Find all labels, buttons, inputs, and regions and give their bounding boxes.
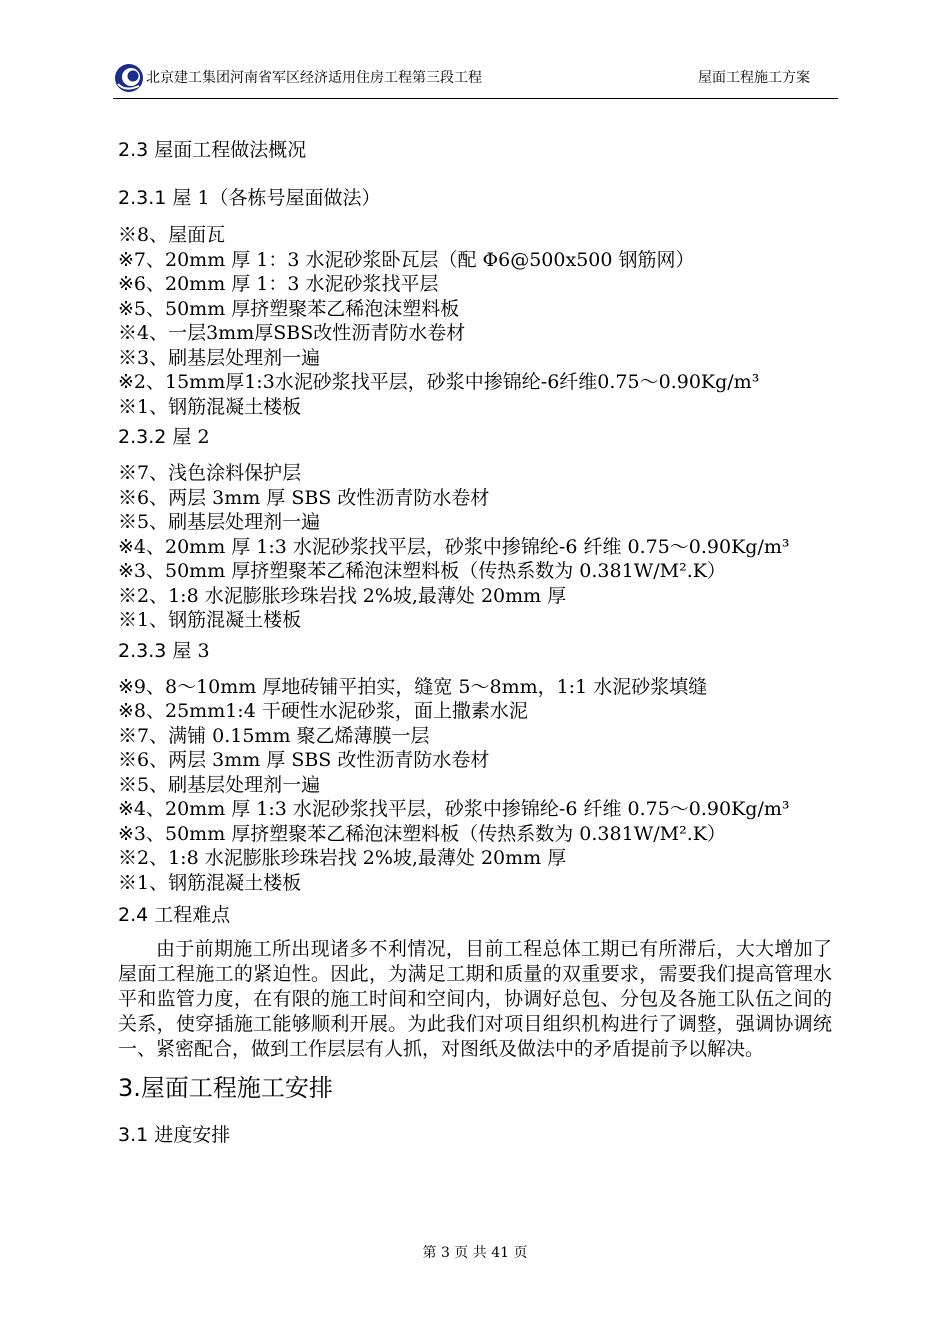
list-item: ※7、20mm 厚 1：3 水泥砂浆卧瓦层（配 Φ6@500x500 钢筋网） <box>118 248 695 271</box>
list-item: ※1、钢筋混凝土楼板 <box>118 609 302 631</box>
list-item: ※3、50mm 厚挤塑聚苯乙稀泡沫塑料板（传热系数为 0.381W/M².K） <box>118 560 726 582</box>
list-item: ※2、15mm厚1:3水泥砂浆找平层，砂浆中掺锦纶-6纤维0.75～0.90Kg/m³ <box>118 371 760 393</box>
list-item: ※5、50mm 厚挤塑聚苯乙稀泡沫塑料板 <box>118 297 460 320</box>
section-2-3-3-label: 屋 3 <box>166 639 210 662</box>
list-item: ※2、1:8 水泥膨胀珍珠岩找 2%坡,最薄处 20mm 厚 <box>118 584 567 607</box>
section-2-3-1-number: 2.3.1 <box>118 187 167 209</box>
main-content <box>118 138 838 1147</box>
page-header <box>113 58 838 99</box>
section-2-4-title: 2.4 工程难点 <box>118 904 231 926</box>
page-footer: 第 3 页 共 41 页 <box>422 1245 528 1261</box>
section-2-3-2-title <box>118 425 838 449</box>
list-item: ※2、1:8 水泥膨胀珍珠岩找 2%坡,最薄处 20mm 厚 <box>118 847 567 869</box>
chapter-3-title: 3.屋面工程施工安排 <box>118 1074 333 1102</box>
section-2-3-2-number: 2.3.2 <box>118 426 167 448</box>
list-item: ※7、满铺 0.15mm 聚乙烯薄膜一层 <box>118 724 430 747</box>
list-item: ※3、50mm 厚挤塑聚苯乙稀泡沫塑料板（传热系数为 0.381W/M².K） <box>118 822 726 845</box>
company-logo-icon <box>113 62 145 94</box>
section-2-3-title: 2.3 屋面工程做法概况 <box>118 139 307 161</box>
list-item: ※7、浅色涂料保护层 <box>118 462 302 484</box>
section-2-3-3-title <box>118 639 838 663</box>
header-document-title: 屋面工程施工方案 <box>698 70 810 86</box>
list-item: ※6、两层 3mm 厚 SBS 改性沥青防水卷材 <box>118 749 490 771</box>
section-3-1-title: 3.1 进度安排 <box>118 1124 231 1146</box>
list-item: ※5、刷基层处理剂一遍 <box>118 511 321 533</box>
list-item: ※4、一层3mm厚SBS改性沥青防水卷材 <box>118 322 466 344</box>
list-item: ※8、25mm1:4 干硬性水泥砂浆，面上撒素水泥 <box>118 700 528 722</box>
list-item: ※8、屋面瓦 <box>118 224 226 246</box>
list-item: ※1、钢筋混凝土楼板 <box>118 871 302 894</box>
section-2-3-3-number: 2.3.3 <box>118 639 167 662</box>
list-item: ※1、钢筋混凝土楼板 <box>118 395 302 418</box>
list-item: ※5、刷基层处理剂一遍 <box>118 773 321 796</box>
section-2-4-paragraph: 由于前期施工所出现诸多不利情况，目前工程总体工期已有所滞后，大大增加了屋面工程施工的紧迫性。因此，为满足工期和质量的双重要求，需要我们提高管理水平和监管力度，在有限的施工时间和空间内，协调好总包、分包及各施工队伍之间的关系，使穿插施工能够顺利开展。为此我们对项目组织机构进行了调整，强调协调统一、紧密配合，做到工作层层有人抓，对图纸及做法中的矛盾提前予以解决。 <box>118 938 832 1060</box>
roof-1-layer-list <box>118 223 838 419</box>
list-item: ※4、20mm 厚 1:3 水泥砂浆找平层，砂浆中掺锦纶-6 纤维 0.75～0.90Kg/m³ <box>118 535 790 558</box>
section-2-3-1-label: 屋 1（各栋号屋面做法） <box>166 187 381 209</box>
list-item: ※6、两层 3mm 厚 SBS 改性沥青防水卷材 <box>118 486 490 509</box>
section-2-3-2-label: 屋 2 <box>166 426 210 448</box>
roof-2-layer-list <box>118 461 838 633</box>
section-2-3-1-title <box>118 186 838 210</box>
list-item: ※4、20mm 厚 1:3 水泥砂浆找平层，砂浆中掺锦纶-6 纤维 0.75～0.90Kg/m³ <box>118 798 790 820</box>
list-item: ※9、8～10mm 厚地砖铺平拍实，缝宽 5～8mm，1:1 水泥砂浆填缝 <box>118 675 708 698</box>
roof-3-layer-list <box>118 675 838 896</box>
list-item: ※3、刷基层处理剂一遍 <box>118 346 321 369</box>
list-item: ※6、20mm 厚 1：3 水泥砂浆找平层 <box>118 273 439 295</box>
header-project-name: 北京建工集团河南省军区经济适用住房工程第三段工程 <box>146 70 482 86</box>
